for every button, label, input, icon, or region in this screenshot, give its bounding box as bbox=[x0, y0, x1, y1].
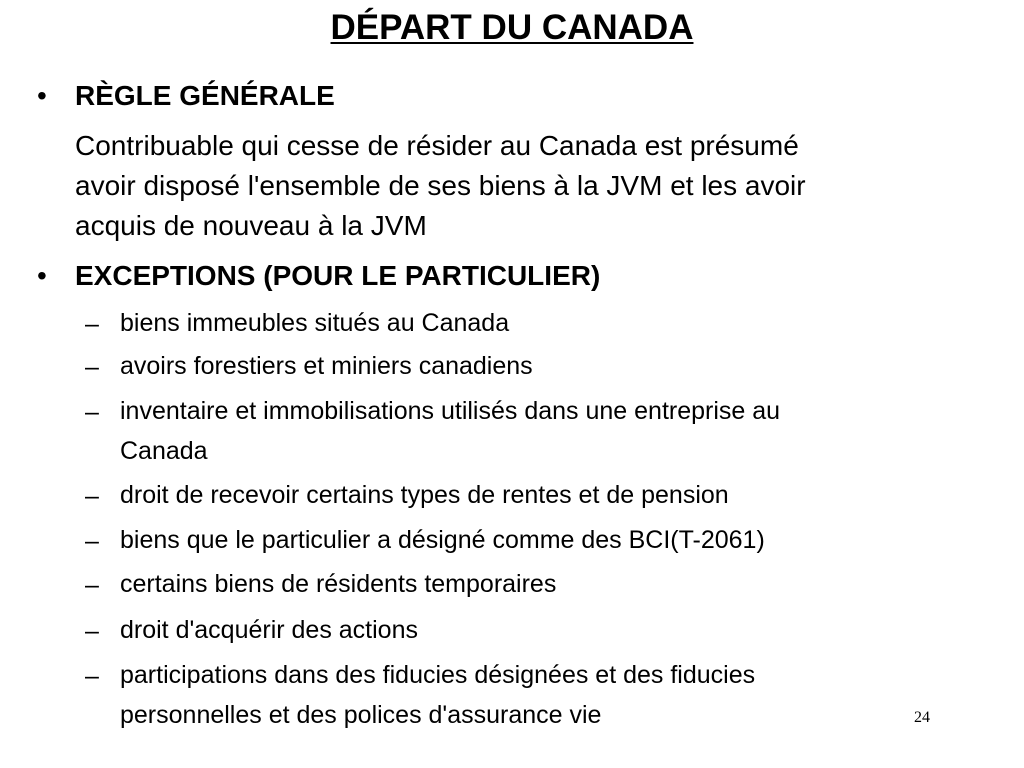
sub-item-text bbox=[120, 520, 765, 560]
sub-item-line: Canada bbox=[120, 437, 208, 465]
paragraph-line: acquis de nouveau à la JVM bbox=[75, 210, 427, 241]
dash-icon: – bbox=[85, 662, 99, 690]
dash-icon: – bbox=[85, 571, 99, 599]
bullet-icon: • bbox=[37, 80, 47, 111]
sub-item-line: inventaire et immobilisations utilisés dans une entreprise au bbox=[120, 397, 781, 425]
sub-item-line: participations dans des fiducies désignées et des fiducies bbox=[120, 661, 756, 689]
bullet-heading: RÈGLE GÉNÉRALE bbox=[75, 80, 335, 111]
dash-icon: – bbox=[85, 617, 99, 645]
sub-item-text bbox=[120, 303, 509, 343]
sub-item-text bbox=[120, 475, 729, 515]
sub-item-line: biens que le particulier a désigné comme des BCI(T-2061) bbox=[120, 526, 765, 554]
paragraph-line: avoir disposé l'ensemble de ses biens à la JVM et les avoir bbox=[75, 170, 806, 201]
slide-title: DÉPART DU CANADA bbox=[330, 8, 694, 47]
sub-item-text bbox=[120, 346, 533, 386]
sub-item-text bbox=[120, 391, 780, 471]
dash-icon: – bbox=[85, 398, 99, 426]
sub-item-line: avoirs forestiers et miniers canadiens bbox=[120, 352, 533, 380]
sub-item-line: droit de recevoir certains types de rentes et de pension bbox=[120, 481, 729, 509]
sub-item-text bbox=[120, 564, 556, 604]
sub-item-line: droit d'acquérir des actions bbox=[120, 616, 418, 644]
dash-icon: – bbox=[85, 482, 99, 510]
dash-icon: – bbox=[85, 310, 99, 338]
page-number: 24 bbox=[914, 709, 930, 726]
sub-item-line: biens immeubles situés au Canada bbox=[120, 309, 510, 337]
sub-item-text bbox=[120, 655, 755, 735]
rule-paragraph bbox=[75, 126, 995, 246]
dash-icon: – bbox=[85, 353, 99, 381]
sub-item-text bbox=[120, 610, 418, 650]
bullet-heading: EXCEPTIONS (POUR LE PARTICULIER) bbox=[75, 260, 601, 291]
paragraph-line: Contribuable qui cesse de résider au Canada est présumé bbox=[75, 130, 799, 161]
bullet-icon: • bbox=[37, 260, 47, 291]
sub-item-line: certains biens de résidents temporaires bbox=[120, 570, 557, 598]
sub-item-line: personnelles et des polices d'assurance vie bbox=[120, 701, 602, 729]
dash-icon: – bbox=[85, 527, 99, 555]
